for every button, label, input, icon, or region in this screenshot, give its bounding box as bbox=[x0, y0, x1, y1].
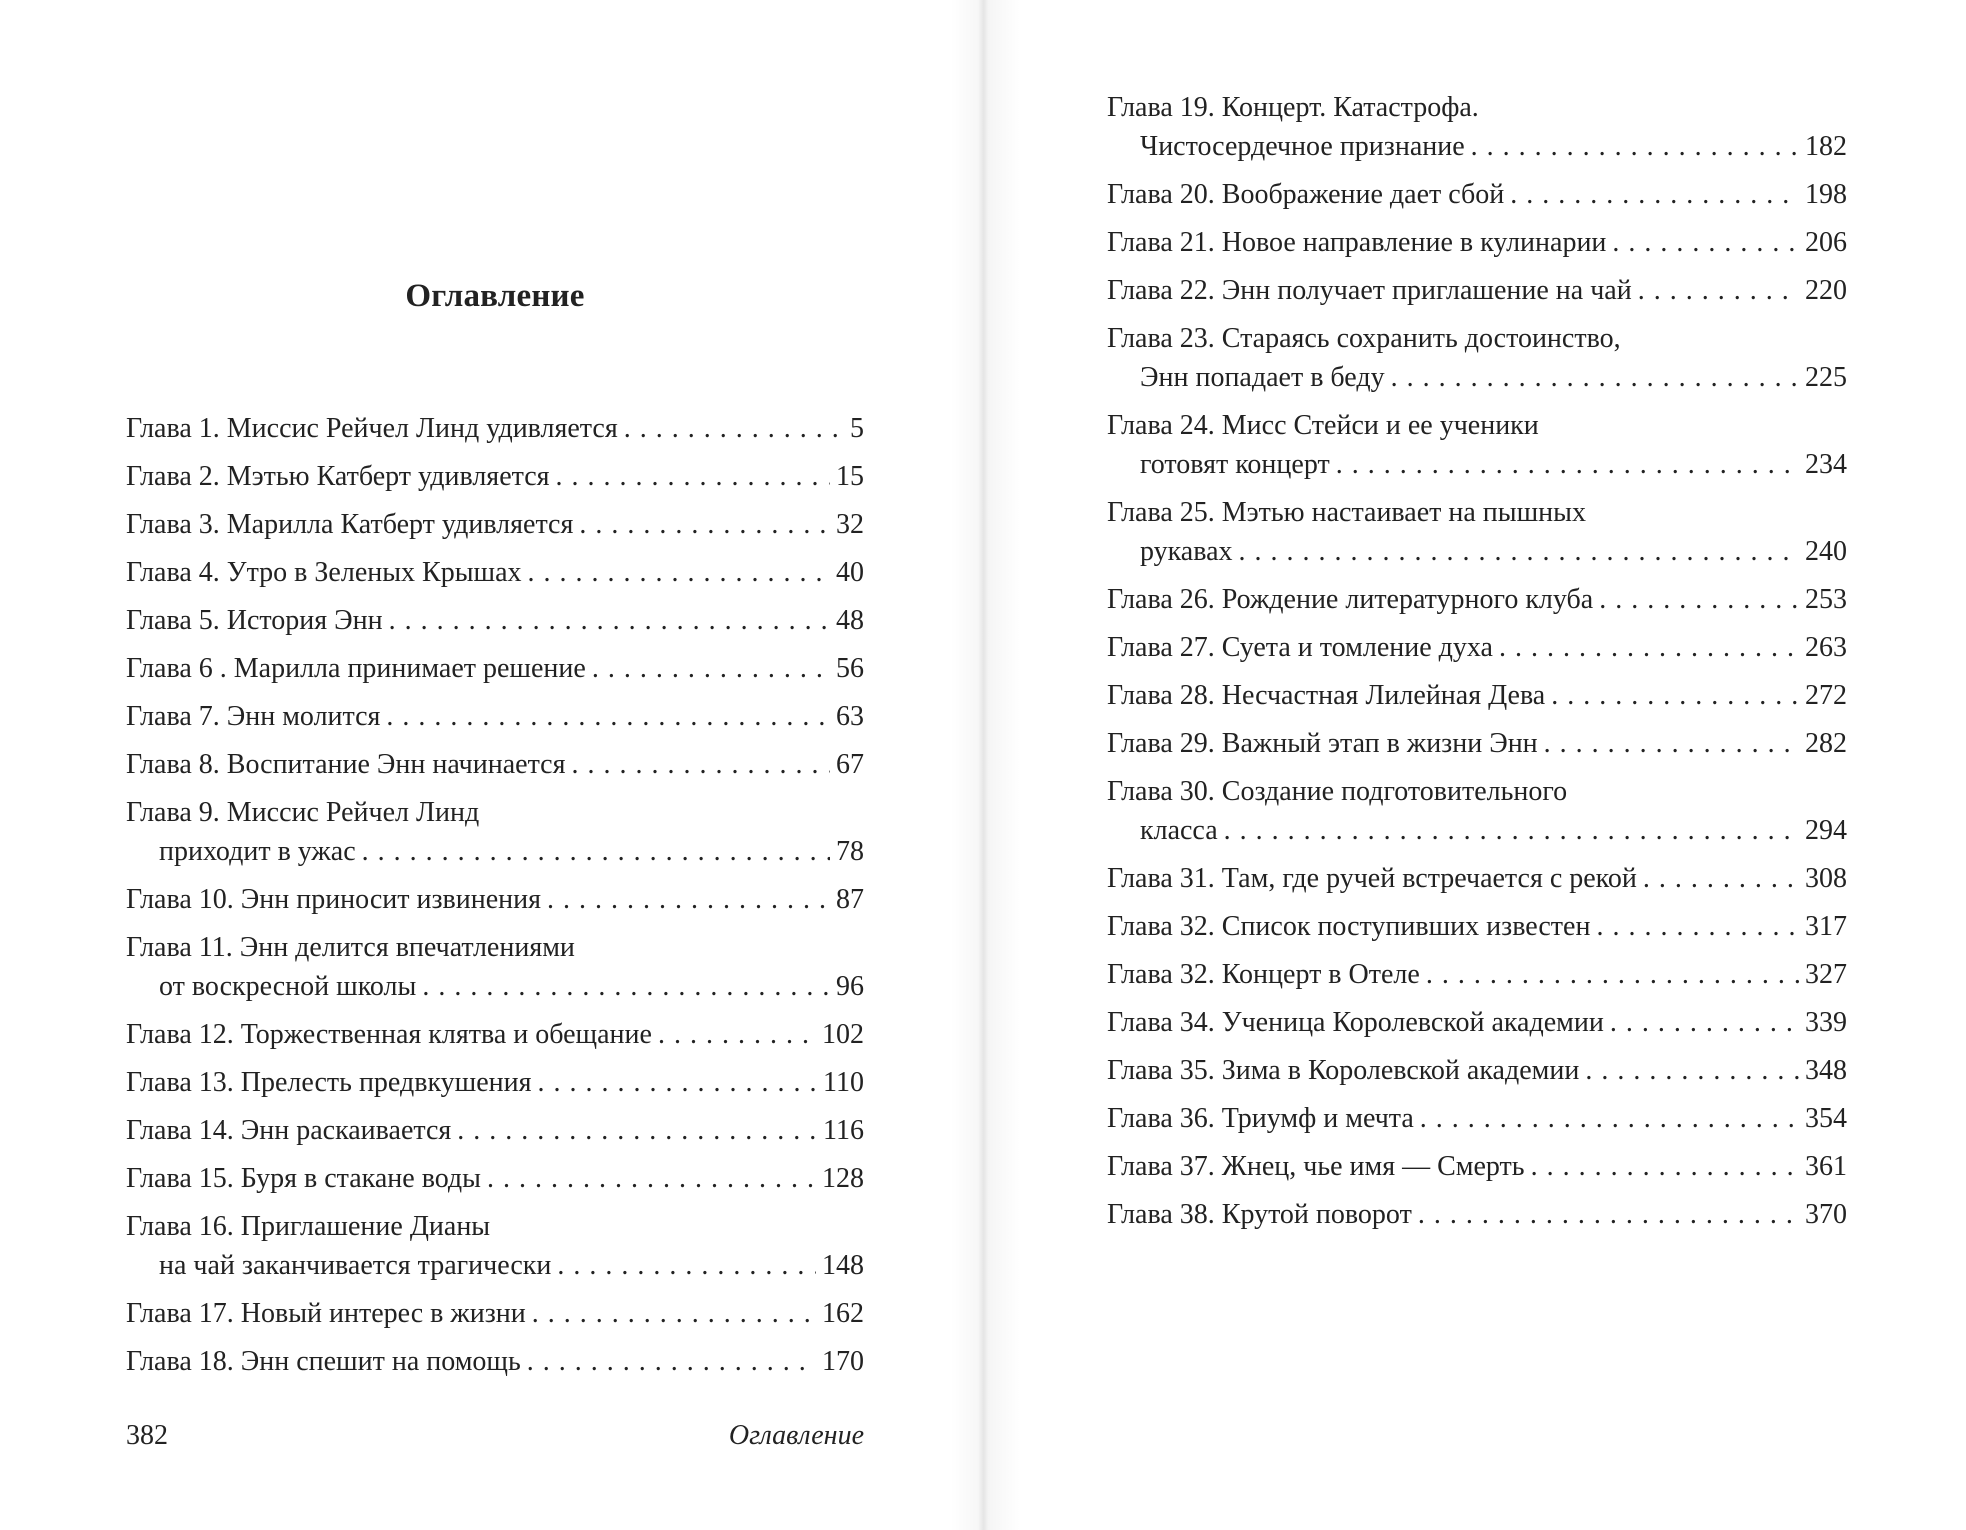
dot-leader bbox=[1596, 907, 1799, 946]
toc-page-number: 339 bbox=[1805, 1007, 1847, 1038]
dot-leader bbox=[1544, 724, 1799, 763]
toc-entry bbox=[126, 1159, 864, 1198]
toc-entry bbox=[126, 1207, 864, 1285]
toc-entry-text: Глава 23. Стараясь сохранить достоинство, bbox=[1107, 323, 1621, 354]
toc-entry-line bbox=[1107, 1195, 1847, 1234]
dot-leader bbox=[527, 1342, 816, 1381]
toc-entry bbox=[1107, 772, 1847, 850]
toc-page-number: 15 bbox=[836, 461, 864, 492]
toc-entry-line bbox=[1107, 358, 1847, 397]
toc-page-number: 110 bbox=[823, 1067, 864, 1098]
toc-entry bbox=[126, 1063, 864, 1102]
dot-leader bbox=[579, 505, 830, 544]
toc-entry-text: Глава 18. Энн спешит на помощь bbox=[126, 1346, 521, 1377]
toc-entry-line bbox=[1107, 271, 1847, 310]
toc-page-number: 370 bbox=[1805, 1199, 1847, 1230]
dot-leader bbox=[538, 1063, 818, 1102]
toc-entry bbox=[126, 1111, 864, 1150]
toc-page-number: 32 bbox=[836, 509, 864, 540]
toc-entry-line bbox=[126, 1294, 864, 1333]
toc-entry bbox=[1107, 406, 1847, 484]
toc-entry bbox=[126, 649, 864, 688]
toc-page-number: 5 bbox=[850, 413, 864, 444]
dot-leader bbox=[571, 745, 830, 784]
dot-leader bbox=[1426, 955, 1799, 994]
toc-entry-text: Глава 16. Приглашение Дианы bbox=[126, 1211, 491, 1242]
toc-entry-text: Глава 36. Триумф и мечта bbox=[1107, 1103, 1414, 1134]
toc-entry-line bbox=[126, 1342, 864, 1381]
toc-entry bbox=[126, 553, 864, 592]
toc-entry-line bbox=[1107, 532, 1847, 571]
toc-page-number: 170 bbox=[822, 1346, 864, 1377]
dot-leader bbox=[1599, 580, 1799, 619]
toc-entry-text: Глава 1. Миссис Рейчел Линд удивляется bbox=[126, 413, 618, 444]
toc-entry-line bbox=[1107, 88, 1847, 127]
dot-leader bbox=[1418, 1195, 1799, 1234]
toc-page-number: 87 bbox=[836, 884, 864, 915]
toc-entry bbox=[1107, 1003, 1847, 1042]
dot-leader bbox=[557, 1246, 816, 1285]
toc-entry-text: Глава 4. Утро в Зеленых Крышах bbox=[126, 557, 522, 588]
toc-entry-line bbox=[126, 601, 864, 640]
toc-entry-text: Глава 37. Жнец, чье имя — Смерть bbox=[1107, 1151, 1525, 1182]
toc-entry bbox=[1107, 724, 1847, 763]
toc-entry bbox=[126, 880, 864, 919]
toc-page-number: 348 bbox=[1805, 1055, 1847, 1086]
toc-entry-text: Глава 25. Мэтью настаивает на пышных bbox=[1107, 497, 1586, 528]
toc-entry bbox=[1107, 580, 1847, 619]
toc-entry-text: Глава 14. Энн раскаивается bbox=[126, 1115, 452, 1146]
toc-page-number: 263 bbox=[1805, 632, 1847, 663]
toc-entry-text: Глава 34. Ученица Королевской академии bbox=[1107, 1007, 1604, 1038]
dot-leader bbox=[457, 1111, 817, 1150]
toc-entry-text: Глава 13. Прелесть предвкушения bbox=[126, 1067, 532, 1098]
toc-entry-text: Глава 3. Марилла Катберт удивляется bbox=[126, 509, 574, 540]
toc-page-number: 225 bbox=[1805, 362, 1847, 393]
toc-entry-text: готовят концерт bbox=[1140, 449, 1330, 480]
toc-entry bbox=[126, 1342, 864, 1381]
toc-entry-text: Энн попадает в беду bbox=[1140, 362, 1385, 393]
toc-entry-text: Глава 8. Воспитание Энн начинается bbox=[126, 749, 566, 780]
dot-leader bbox=[389, 601, 830, 640]
toc-entry bbox=[126, 1015, 864, 1054]
toc-entry-text: Глава 5. История Энн bbox=[126, 605, 383, 636]
toc-entry-line bbox=[126, 793, 864, 832]
toc-entry-line bbox=[1107, 859, 1847, 898]
toc-entry-line bbox=[1107, 493, 1847, 532]
toc-entry-text: Глава 11. Энн делится впечатлениями bbox=[126, 932, 575, 963]
toc-entry-text: от воскресной школы bbox=[159, 971, 417, 1002]
toc-entry-line bbox=[126, 1159, 864, 1198]
toc-page-number: 361 bbox=[1805, 1151, 1847, 1182]
toc-entry-text: Чистосердечное признание bbox=[1140, 131, 1465, 162]
toc-entry-text: Глава 10. Энн приносит извинения bbox=[126, 884, 542, 915]
toc-entry-text: класса bbox=[1140, 815, 1218, 846]
toc-entry bbox=[1107, 493, 1847, 571]
toc-page-number: 56 bbox=[836, 653, 864, 684]
toc-entry-text: Глава 12. Торжественная клятва и обещание bbox=[126, 1019, 652, 1050]
dot-leader bbox=[1610, 1003, 1799, 1042]
toc-entry bbox=[126, 505, 864, 544]
toc-entry bbox=[126, 409, 864, 448]
toc-page-number: 220 bbox=[1805, 275, 1847, 306]
toc-entry-line bbox=[1107, 445, 1847, 484]
dot-leader bbox=[1499, 628, 1799, 667]
toc-page-number: 234 bbox=[1805, 449, 1847, 480]
toc-entry-line bbox=[1107, 580, 1847, 619]
toc-entry-line bbox=[1107, 127, 1847, 166]
toc-entry-text: Глава 28. Несчастная Лилейная Дева bbox=[1107, 680, 1546, 711]
toc-entry-text: Глава 15. Буря в стакане воды bbox=[126, 1163, 481, 1194]
toc-page-number: 116 bbox=[823, 1115, 864, 1146]
toc-entry-line bbox=[1107, 772, 1847, 811]
toc-page-number: 96 bbox=[836, 971, 864, 1002]
toc-entry-text: Глава 22. Энн получает приглашение на чай bbox=[1107, 275, 1632, 306]
toc-entry-text: Глава 7. Энн молится bbox=[126, 701, 381, 732]
dot-leader bbox=[1336, 445, 1799, 484]
toc-entry-line bbox=[1107, 406, 1847, 445]
toc-entry-text: Глава 32. Список поступивших известен bbox=[1107, 911, 1591, 942]
toc-page-number: 63 bbox=[836, 701, 864, 732]
toc-entry-line bbox=[1107, 1051, 1847, 1090]
toc-entry-line bbox=[126, 967, 864, 1006]
toc-page-number: 272 bbox=[1805, 680, 1847, 711]
toc-page-number: 294 bbox=[1805, 815, 1847, 846]
toc-entry bbox=[1107, 676, 1847, 715]
toc-entry bbox=[1107, 859, 1847, 898]
dot-leader bbox=[1420, 1099, 1799, 1138]
toc-entry-line bbox=[126, 1111, 864, 1150]
dot-leader bbox=[362, 832, 830, 871]
toc-entry-text: Глава 9. Миссис Рейчел Линд bbox=[126, 797, 480, 828]
toc-entry-line bbox=[126, 1207, 864, 1246]
toc-entry-line bbox=[126, 457, 864, 496]
dot-leader bbox=[422, 967, 830, 1006]
toc-entry-line bbox=[126, 409, 864, 448]
toc-entry bbox=[1107, 175, 1847, 214]
toc-entry bbox=[126, 457, 864, 496]
toc-entry bbox=[1107, 1099, 1847, 1138]
toc-entry-text: Глава 21. Новое направление в кулинарии bbox=[1107, 227, 1607, 258]
dot-leader bbox=[532, 1294, 816, 1333]
toc-list-right bbox=[1107, 88, 1847, 1243]
toc-entry-text: Глава 27. Суета и томление духа bbox=[1107, 632, 1493, 663]
toc-page-number: 40 bbox=[836, 557, 864, 588]
toc-title: Оглавление bbox=[405, 278, 585, 314]
dot-leader bbox=[556, 457, 831, 496]
toc-page-number: 206 bbox=[1805, 227, 1847, 258]
toc-entry-line bbox=[126, 928, 864, 967]
toc-entry bbox=[1107, 907, 1847, 946]
toc-page-number: 148 bbox=[822, 1250, 864, 1281]
toc-entry-line bbox=[1107, 676, 1847, 715]
toc-page-number: 182 bbox=[1805, 131, 1847, 162]
toc-entry-text: Глава 26. Рождение литературного клуба bbox=[1107, 584, 1594, 615]
toc-entry-text: рукавах bbox=[1140, 536, 1233, 567]
toc-entry-text: Глава 17. Новый интерес в жизни bbox=[126, 1298, 526, 1329]
dot-leader bbox=[1643, 859, 1799, 898]
toc-entry-text: Глава 30. Создание подготовительного bbox=[1107, 776, 1568, 807]
toc-entry bbox=[126, 601, 864, 640]
toc-page-number: 253 bbox=[1805, 584, 1847, 615]
toc-entry bbox=[1107, 955, 1847, 994]
toc-page-number: 327 bbox=[1805, 959, 1847, 990]
toc-entry-line bbox=[126, 649, 864, 688]
page-number: 382 bbox=[126, 1420, 168, 1451]
toc-entry bbox=[126, 793, 864, 871]
toc-entry bbox=[1107, 271, 1847, 310]
toc-page-number: 67 bbox=[836, 749, 864, 780]
running-title: Оглавление bbox=[728, 1420, 864, 1451]
toc-entry bbox=[1107, 1195, 1847, 1234]
dot-leader bbox=[592, 649, 830, 688]
dot-leader bbox=[386, 697, 830, 736]
toc-entry-text: Глава 2. Мэтью Катберт удивляется bbox=[126, 461, 550, 492]
toc-entry-text: Глава 19. Концерт. Катастрофа. bbox=[1107, 92, 1479, 123]
toc-entry-text: на чай заканчивается трагически bbox=[159, 1250, 552, 1281]
dot-leader bbox=[547, 880, 830, 919]
toc-page-number: 128 bbox=[822, 1163, 864, 1194]
dot-leader bbox=[1551, 676, 1799, 715]
dot-leader bbox=[1510, 175, 1799, 214]
toc-entry-text: Глава 35. Зима в Королевской академии bbox=[1107, 1055, 1580, 1086]
dot-leader bbox=[1471, 127, 1799, 166]
toc-entry-line bbox=[126, 1015, 864, 1054]
dot-leader bbox=[1531, 1147, 1799, 1186]
toc-entry-line bbox=[1107, 223, 1847, 262]
toc-entry-line bbox=[126, 832, 864, 871]
toc-entry-line bbox=[126, 880, 864, 919]
dot-leader bbox=[624, 409, 844, 448]
dot-leader bbox=[1612, 223, 1799, 262]
toc-page-number: 198 bbox=[1805, 179, 1847, 210]
toc-entry-line bbox=[126, 745, 864, 784]
toc-entry bbox=[126, 928, 864, 1006]
toc-page-number: 78 bbox=[836, 836, 864, 867]
toc-page-number: 48 bbox=[836, 605, 864, 636]
dot-leader bbox=[1638, 271, 1799, 310]
toc-entry-text: Глава 6 . Марилла принимает решение bbox=[126, 653, 586, 684]
toc-entry-text: Глава 31. Там, где ручей встречается с рекой bbox=[1107, 863, 1637, 894]
toc-entry bbox=[1107, 88, 1847, 166]
toc-entry-line bbox=[1107, 955, 1847, 994]
toc-entry-text: Глава 20. Воображение дает сбой bbox=[1107, 179, 1505, 210]
dot-leader bbox=[528, 553, 830, 592]
toc-entry bbox=[1107, 1051, 1847, 1090]
toc-entry-line bbox=[126, 1246, 864, 1285]
toc-entry-text: Глава 24. Мисс Стейси и ее ученики bbox=[1107, 410, 1539, 441]
toc-entry-line bbox=[1107, 724, 1847, 763]
toc-entry-line bbox=[1107, 628, 1847, 667]
toc-entry-line bbox=[126, 697, 864, 736]
toc-entry-text: Глава 32. Концерт в Отеле bbox=[1107, 959, 1420, 990]
toc-entry-line bbox=[126, 505, 864, 544]
toc-page-number: 162 bbox=[822, 1298, 864, 1329]
dot-leader bbox=[1224, 811, 1799, 850]
toc-page-number: 317 bbox=[1805, 911, 1847, 942]
toc-entry bbox=[1107, 628, 1847, 667]
toc-entry-line bbox=[1107, 1099, 1847, 1138]
toc-entry bbox=[1107, 319, 1847, 397]
dot-leader bbox=[1239, 532, 1799, 571]
toc-entry-text: приходит в ужас bbox=[159, 836, 356, 867]
toc-entry-line bbox=[1107, 811, 1847, 850]
toc-entry bbox=[126, 1294, 864, 1333]
toc-entry-line bbox=[126, 553, 864, 592]
toc-entry-line bbox=[1107, 907, 1847, 946]
toc-entry-text: Глава 29. Важный этап в жизни Энн bbox=[1107, 728, 1538, 759]
toc-entry-line bbox=[1107, 175, 1847, 214]
toc-page-number: 102 bbox=[822, 1019, 864, 1050]
toc-entry-text: Глава 38. Крутой поворот bbox=[1107, 1199, 1412, 1230]
toc-page-number: 354 bbox=[1805, 1103, 1847, 1134]
dot-leader bbox=[658, 1015, 816, 1054]
toc-entry-line bbox=[1107, 1003, 1847, 1042]
toc-list-left bbox=[126, 409, 864, 1390]
toc-page-number: 282 bbox=[1805, 728, 1847, 759]
toc-entry bbox=[1107, 223, 1847, 262]
toc-entry bbox=[126, 745, 864, 784]
dot-leader bbox=[1391, 358, 1799, 397]
toc-entry-line bbox=[1107, 1147, 1847, 1186]
toc-page-number: 240 bbox=[1805, 536, 1847, 567]
toc-entry bbox=[126, 697, 864, 736]
dot-leader bbox=[487, 1159, 816, 1198]
toc-page-number: 308 bbox=[1805, 863, 1847, 894]
toc-entry bbox=[1107, 1147, 1847, 1186]
toc-entry-line bbox=[1107, 319, 1847, 358]
toc-entry-line bbox=[126, 1063, 864, 1102]
dot-leader bbox=[1585, 1051, 1799, 1090]
